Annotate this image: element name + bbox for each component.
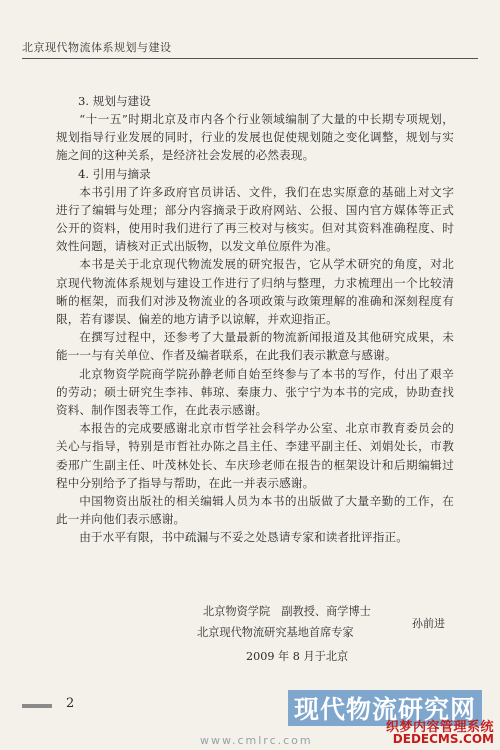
- signature-date: 2009 年 8 月于北京: [246, 650, 349, 663]
- paragraph: “十一五”时期北京及市内各个行业领域编制了大量的中长期专项规划，规划指导行业发展的同时，行业的发展也促使规划随之变化调整，规划与实施之间的这种关系，是经济社会发展的必然表现。: [56, 112, 454, 163]
- signature-title: 北京现代物流研究基地首席专家: [197, 626, 354, 639]
- page-number: 2: [66, 696, 75, 711]
- body-text: [56, 92, 454, 547]
- paragraph: 本报告的完成要感谢北京市哲学社会科学办公室、北京市教育委员会的关心与指导，特别是市哲社办陈之昌主任、李建平副主任、刘娟处长，市教委邢广生副主任、叶茂林处长、车庆珍老师在报告的框架设计和后期编辑过程中分别给予了指导与帮助，在此一并表示感谢。: [56, 421, 454, 490]
- paragraph: 在撰写过程中，还参考了大量最新的物流新闻报道及其他研究成果，未能一一与有关单位、作者及编者联系，在此我们表示歉意与感谢。: [56, 330, 454, 363]
- watermark-url: www.cmlrc.com: [200, 734, 313, 747]
- section-heading: 3. 规划与建设: [78, 94, 151, 108]
- footer-bar: [22, 704, 52, 708]
- paragraph: 北京物资学院商学院孙静老师自始至终参与了本书的写作，付出了艰辛的劳动；硕士研究生李祎、韩琼、秦康力、张宁宁为本书的完成，协助查找资料、制作图表等工作，在此表示感谢。: [56, 366, 454, 418]
- watermark-logo-text: 现代物流研究网: [288, 690, 482, 726]
- section-heading: 4. 引用与摘录: [78, 166, 151, 181]
- paragraph: 本书是关于北京现代物流发展的研究报告，它从学术研究的角度，对北京现代物流体系规划与建设工作进行了归纳与整理，力求梳理出一个比较清晰的框架，而我们对涉及物流业的各项政策与政策理解的准确和深刻程度有限，若有谬误、偏差的地方请予以谅解，并欢迎指正。: [56, 257, 454, 327]
- signature-affiliation: 北京物资学院 副教授、商学博士: [203, 605, 371, 618]
- paragraph: 本书引用了许多政府官员讲话、文件，我们在忠实原意的基础上对文字进行了编辑与处理；部分内容摘录于政府网站、公报、国内官方媒体等正式公开的资料，使用时我们进行了再三校对与核实。但对其资料准确程度、时效性问题，请核对正式出版物，以发文单位原件为准。: [56, 184, 454, 254]
- watermark-subtitle: 织梦内容管理系统: [385, 720, 494, 735]
- watermark-site: DEDECMS.COM: [392, 732, 494, 746]
- paragraph: 中国物资出版社的相关编辑人员为本书的出版做了大量辛勤的工作，在此一并向他们表示感谢。: [56, 494, 454, 527]
- paragraph: 由于水平有限，书中疏漏与不妥之处恳请专家和读者批评指正。: [79, 530, 409, 545]
- signature-name: 孙前进: [412, 617, 445, 630]
- header-title: 北京现代物流体系规划与建设: [22, 41, 172, 54]
- running-header: [22, 36, 478, 59]
